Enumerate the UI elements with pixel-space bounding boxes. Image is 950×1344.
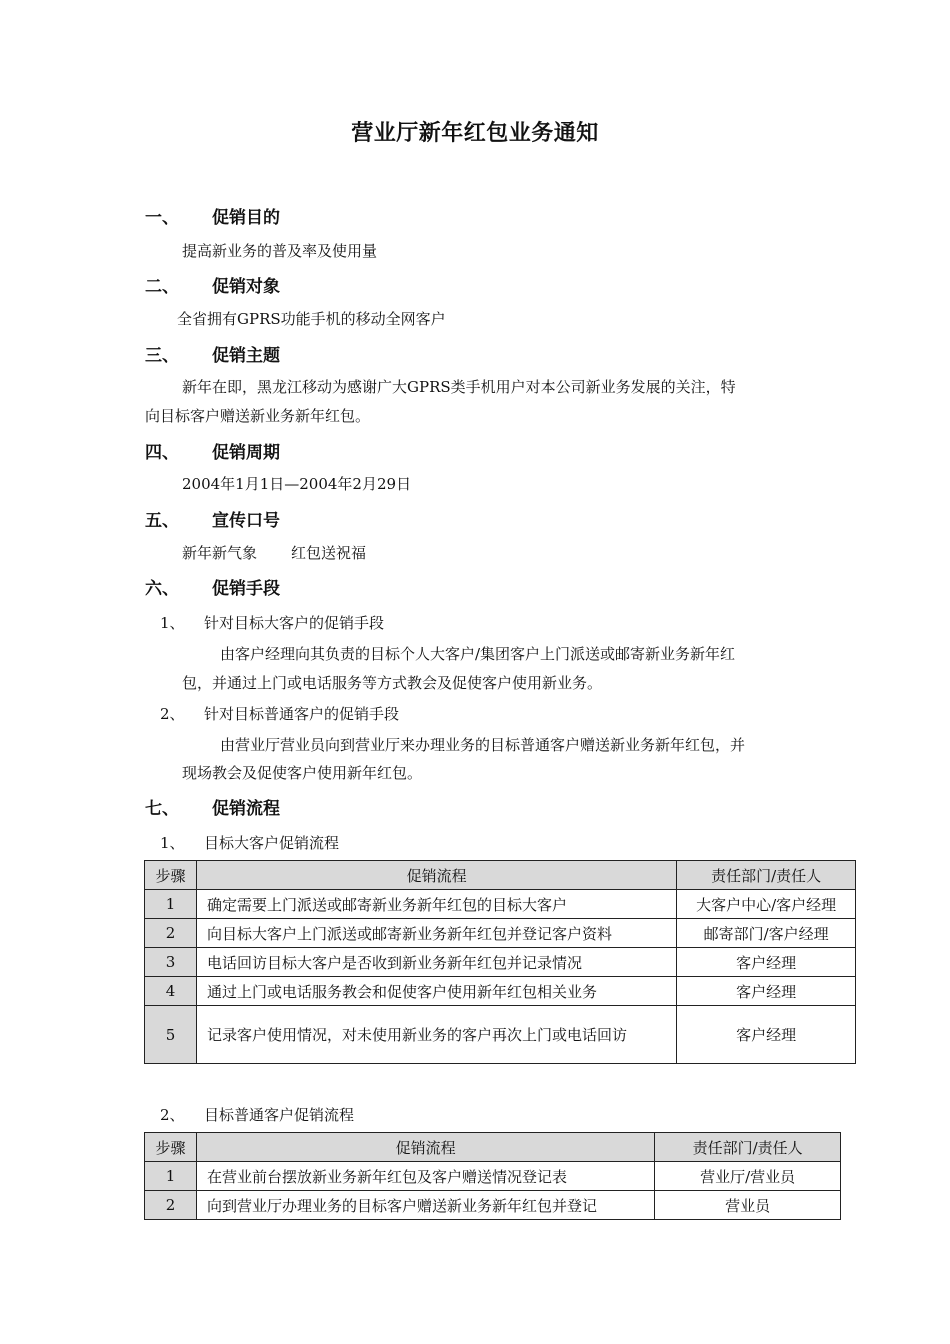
table-row (145, 948, 856, 977)
section-number: 一、 (145, 208, 179, 228)
process-title: 目标大客户促销流程 (204, 834, 340, 852)
process-number: 2、 (160, 1106, 185, 1124)
section-number: 四、 (145, 443, 179, 463)
owner-cell: 客户经理 (677, 948, 856, 977)
owner-cell: 大客户中心/客户经理 (677, 890, 856, 919)
subsection-body: 现场教会及促使客户使用新年红包。 (182, 764, 423, 782)
section-title: 宣传口号 (212, 511, 280, 531)
process-number: 1、 (160, 834, 185, 852)
step-cell: 5 (145, 1006, 197, 1064)
section-title: 促销流程 (212, 799, 280, 819)
section-title: 促销目的 (212, 208, 280, 228)
section-title: 促销周期 (212, 443, 280, 463)
owner-cell: 客户经理 (677, 977, 856, 1006)
subsection-body: 由客户经理向其负责的目标个人大客户/集团客户上门派送或邮寄新业务新年红 (220, 645, 736, 663)
subsection-title: 针对目标大客户的促销手段 (204, 614, 385, 632)
slogan-part: 红包送祝福 (291, 544, 367, 562)
table-header-row (145, 861, 856, 890)
column-header: 步骤 (145, 861, 197, 890)
flow-cell: 电话回访目标大客户是否收到新业务新年红包并记录情况 (196, 948, 676, 977)
table-row (145, 1191, 841, 1220)
column-header: 步骤 (145, 1133, 197, 1162)
section-title: 促销手段 (212, 579, 280, 599)
step-cell: 2 (145, 919, 197, 948)
section-number: 七、 (145, 799, 179, 819)
flow-cell: 在营业前台摆放新业务新年红包及客户赠送情况登记表 (196, 1162, 654, 1191)
section-body: 向目标客户赠送新业务新年红包。 (145, 407, 371, 425)
step-cell: 4 (145, 977, 197, 1006)
section-number: 五、 (145, 511, 179, 531)
process-table-vip (144, 860, 856, 1064)
column-header: 促销流程 (196, 861, 676, 890)
owner-cell: 营业员 (655, 1191, 841, 1220)
owner-cell: 营业厅/营业员 (655, 1162, 841, 1191)
step-cell: 1 (145, 890, 197, 919)
owner-cell: 客户经理 (677, 1006, 856, 1064)
subsection-number: 2、 (160, 705, 185, 723)
section-number: 三、 (145, 346, 179, 366)
section-body: 2004年1月1日—2004年2月29日 (182, 475, 412, 493)
flow-cell: 确定需要上门派送或邮寄新业务新年红包的目标大客户 (196, 890, 676, 919)
table-row (145, 919, 856, 948)
subsection-title: 针对目标普通客户的促销手段 (204, 705, 400, 723)
table-header-row (145, 1133, 841, 1162)
section-number: 二、 (145, 277, 179, 297)
subsection-number: 1、 (160, 614, 185, 632)
section-body: 新年在即，黑龙江移动为感谢广大GPRS类手机用户对本公司新业务发展的关注，特 (182, 378, 736, 396)
table-row (145, 977, 856, 1006)
flow-cell: 通过上门或电话服务教会和促使客户使用新年红包相关业务 (196, 977, 676, 1006)
flow-cell: 记录客户使用情况，对未使用新业务的客户再次上门或电话回访 (196, 1006, 676, 1064)
section-body: 提高新业务的普及率及使用量 (182, 242, 378, 260)
owner-cell: 邮寄部门/客户经理 (677, 919, 856, 948)
table-row (145, 890, 856, 919)
column-header: 责任部门/责任人 (655, 1133, 841, 1162)
slogan-part: 新年新气象 (182, 544, 258, 562)
section-title: 促销对象 (212, 277, 280, 297)
step-cell: 2 (145, 1191, 197, 1220)
process-title: 目标普通客户促销流程 (204, 1106, 355, 1124)
step-cell: 3 (145, 948, 197, 977)
section-number: 六、 (145, 579, 179, 599)
flow-cell: 向到营业厅办理业务的目标客户赠送新业务新年红包并登记 (196, 1191, 654, 1220)
flow-cell: 向目标大客户上门派送或邮寄新业务新年红包并登记客户资料 (196, 919, 676, 948)
process-table-regular (144, 1132, 841, 1220)
subsection-body: 包，并通过上门或电话服务等方式教会及促使客户使用新业务。 (182, 674, 603, 692)
table-row (145, 1162, 841, 1191)
section-title: 促销主题 (212, 346, 280, 366)
section-body: 全省拥有GPRS功能手机的移动全网客户 (177, 310, 446, 328)
column-header: 促销流程 (196, 1133, 654, 1162)
subsection-body: 由营业厅营业员向到营业厅来办理业务的目标普通客户赠送新业务新年红包，并 (220, 736, 746, 754)
table-row (145, 1006, 856, 1064)
step-cell: 1 (145, 1162, 197, 1191)
document-title: 营业厅新年红包业务通知 (351, 121, 599, 146)
column-header: 责任部门/责任人 (677, 861, 856, 890)
